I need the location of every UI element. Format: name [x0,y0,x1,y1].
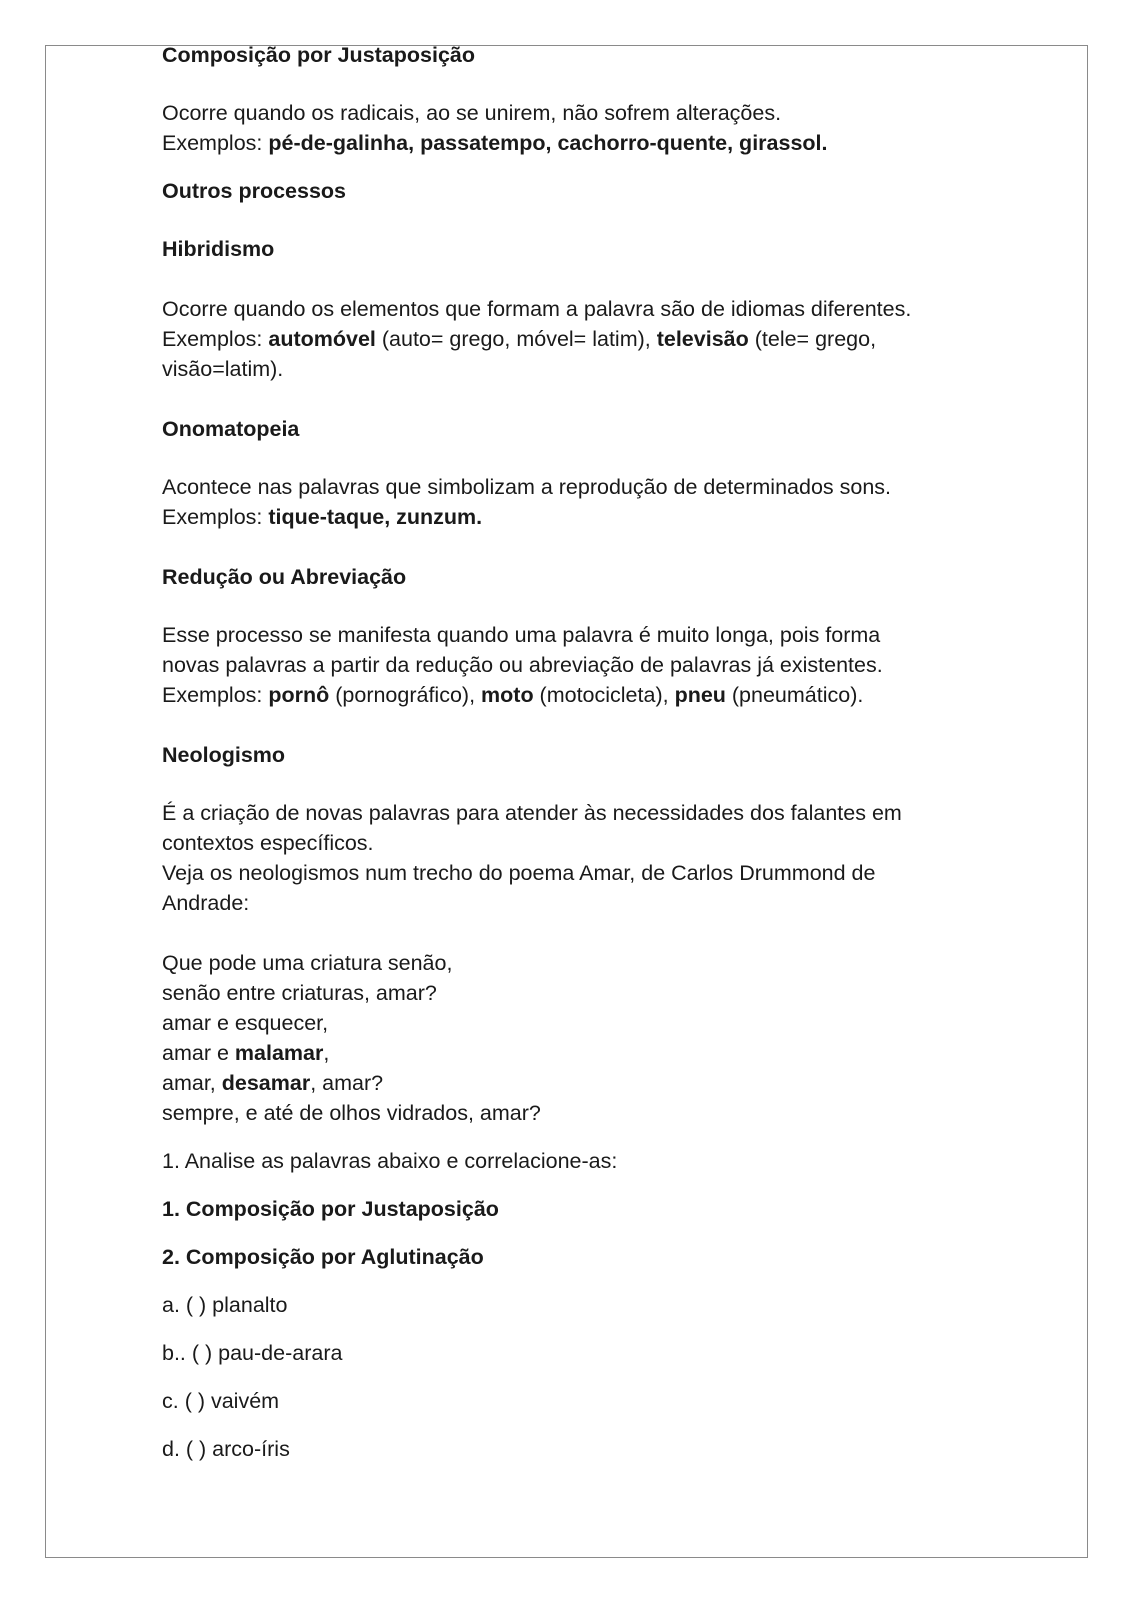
document-body [162,40,982,1464]
exercise-item-d: d. ( ) arco-íris [162,1437,290,1461]
poem-neologism: desamar [221,1071,311,1095]
examples-justaposicao [162,128,982,158]
paragraph-neologismo-3: Veja os neologismos num trecho do poema Amar, de Carlos Drummond de [162,861,876,885]
example-note: (pneumático). [725,683,864,707]
exercise-item-a: a. ( ) planalto [162,1293,288,1317]
examples-label: Exemplos: [162,327,269,351]
example-word: pneu [674,683,726,707]
poem-text: , [323,1041,330,1065]
example-note: (motocicleta), [533,683,675,707]
poem-text: , amar? [310,1071,384,1095]
example-word: pornô [268,683,330,707]
paragraph-neologismo-2: contextos específicos. [162,831,374,855]
paragraph-neologismo-1: É a criação de novas palavras para atender às necessidades dos falantes em [162,801,902,825]
examples-words: pé-de-galinha, passatempo, cachorro-quente, girassol. [268,131,828,155]
paragraph-reducao-2: novas palavras a partir da redução ou abreviação de palavras já existentes. [162,653,883,677]
paragraph-justaposicao: Ocorre quando os radicais, ao se unirem, não sofrem alterações. [162,101,782,125]
paragraph-neologismo-4: Andrade: [162,891,250,915]
examples-label: Exemplos: [162,505,269,529]
exercise-item-c: c. ( ) vaivém [162,1389,280,1413]
exercise-instruction: 1. Analise as palavras abaixo e correlacione-as: [162,1149,618,1173]
examples-reducao [162,680,982,710]
exercise-item-b: b.. ( ) pau-de-arara [162,1341,343,1365]
paragraph-onomatopeia: Acontece nas palavras que simbolizam a reprodução de determinados sons. [162,475,892,499]
example-note: (pornográfico), [329,683,482,707]
example-word: moto [481,683,534,707]
section-heading-outros: Outros processos [162,179,346,203]
poem-line [162,1038,982,1068]
poem-text: amar, [162,1071,222,1095]
section-heading-reducao: Redução ou Abreviação [162,565,407,589]
examples-onomatopeia [162,502,982,532]
paragraph-hibridismo: Ocorre quando os elementos que formam a palavra são de idiomas diferentes. [162,297,912,321]
poem-line: sempre, e até de olhos vidrados, amar? [162,1101,541,1125]
poem-line [162,1068,982,1098]
example-word: automóvel [268,327,376,351]
examples-label: Exemplos: [162,683,269,707]
poem-line: amar e esquecer, [162,1011,329,1035]
section-heading-onomatopeia: Onomatopeia [162,417,300,441]
examples-hibridismo [162,324,982,354]
poem-line: Que pode uma criatura senão, [162,951,453,975]
poem-text: amar e [162,1041,235,1065]
exercise-option-2: 2. Composição por Aglutinação [162,1245,484,1269]
example-note: (auto= grego, móvel= latim), [375,327,657,351]
section-heading-hibridismo: Hibridismo [162,237,275,261]
examples-hibridismo-cont: visão=latim). [162,357,284,381]
poem-neologism: malamar [234,1041,324,1065]
paragraph-reducao-1: Esse processo se manifesta quando uma palavra é muito longa, pois forma [162,623,881,647]
section-heading-neologismo: Neologismo [162,743,286,767]
examples-label: Exemplos: [162,131,269,155]
example-note: (tele= grego, [748,327,877,351]
section-heading-justaposicao: Composição por Justaposição [162,43,476,67]
example-word: televisão [656,327,749,351]
exercise-option-1: 1. Composição por Justaposição [162,1197,499,1221]
examples-words: tique-taque, zunzum. [268,505,483,529]
poem-line: senão entre criaturas, amar? [162,981,437,1005]
